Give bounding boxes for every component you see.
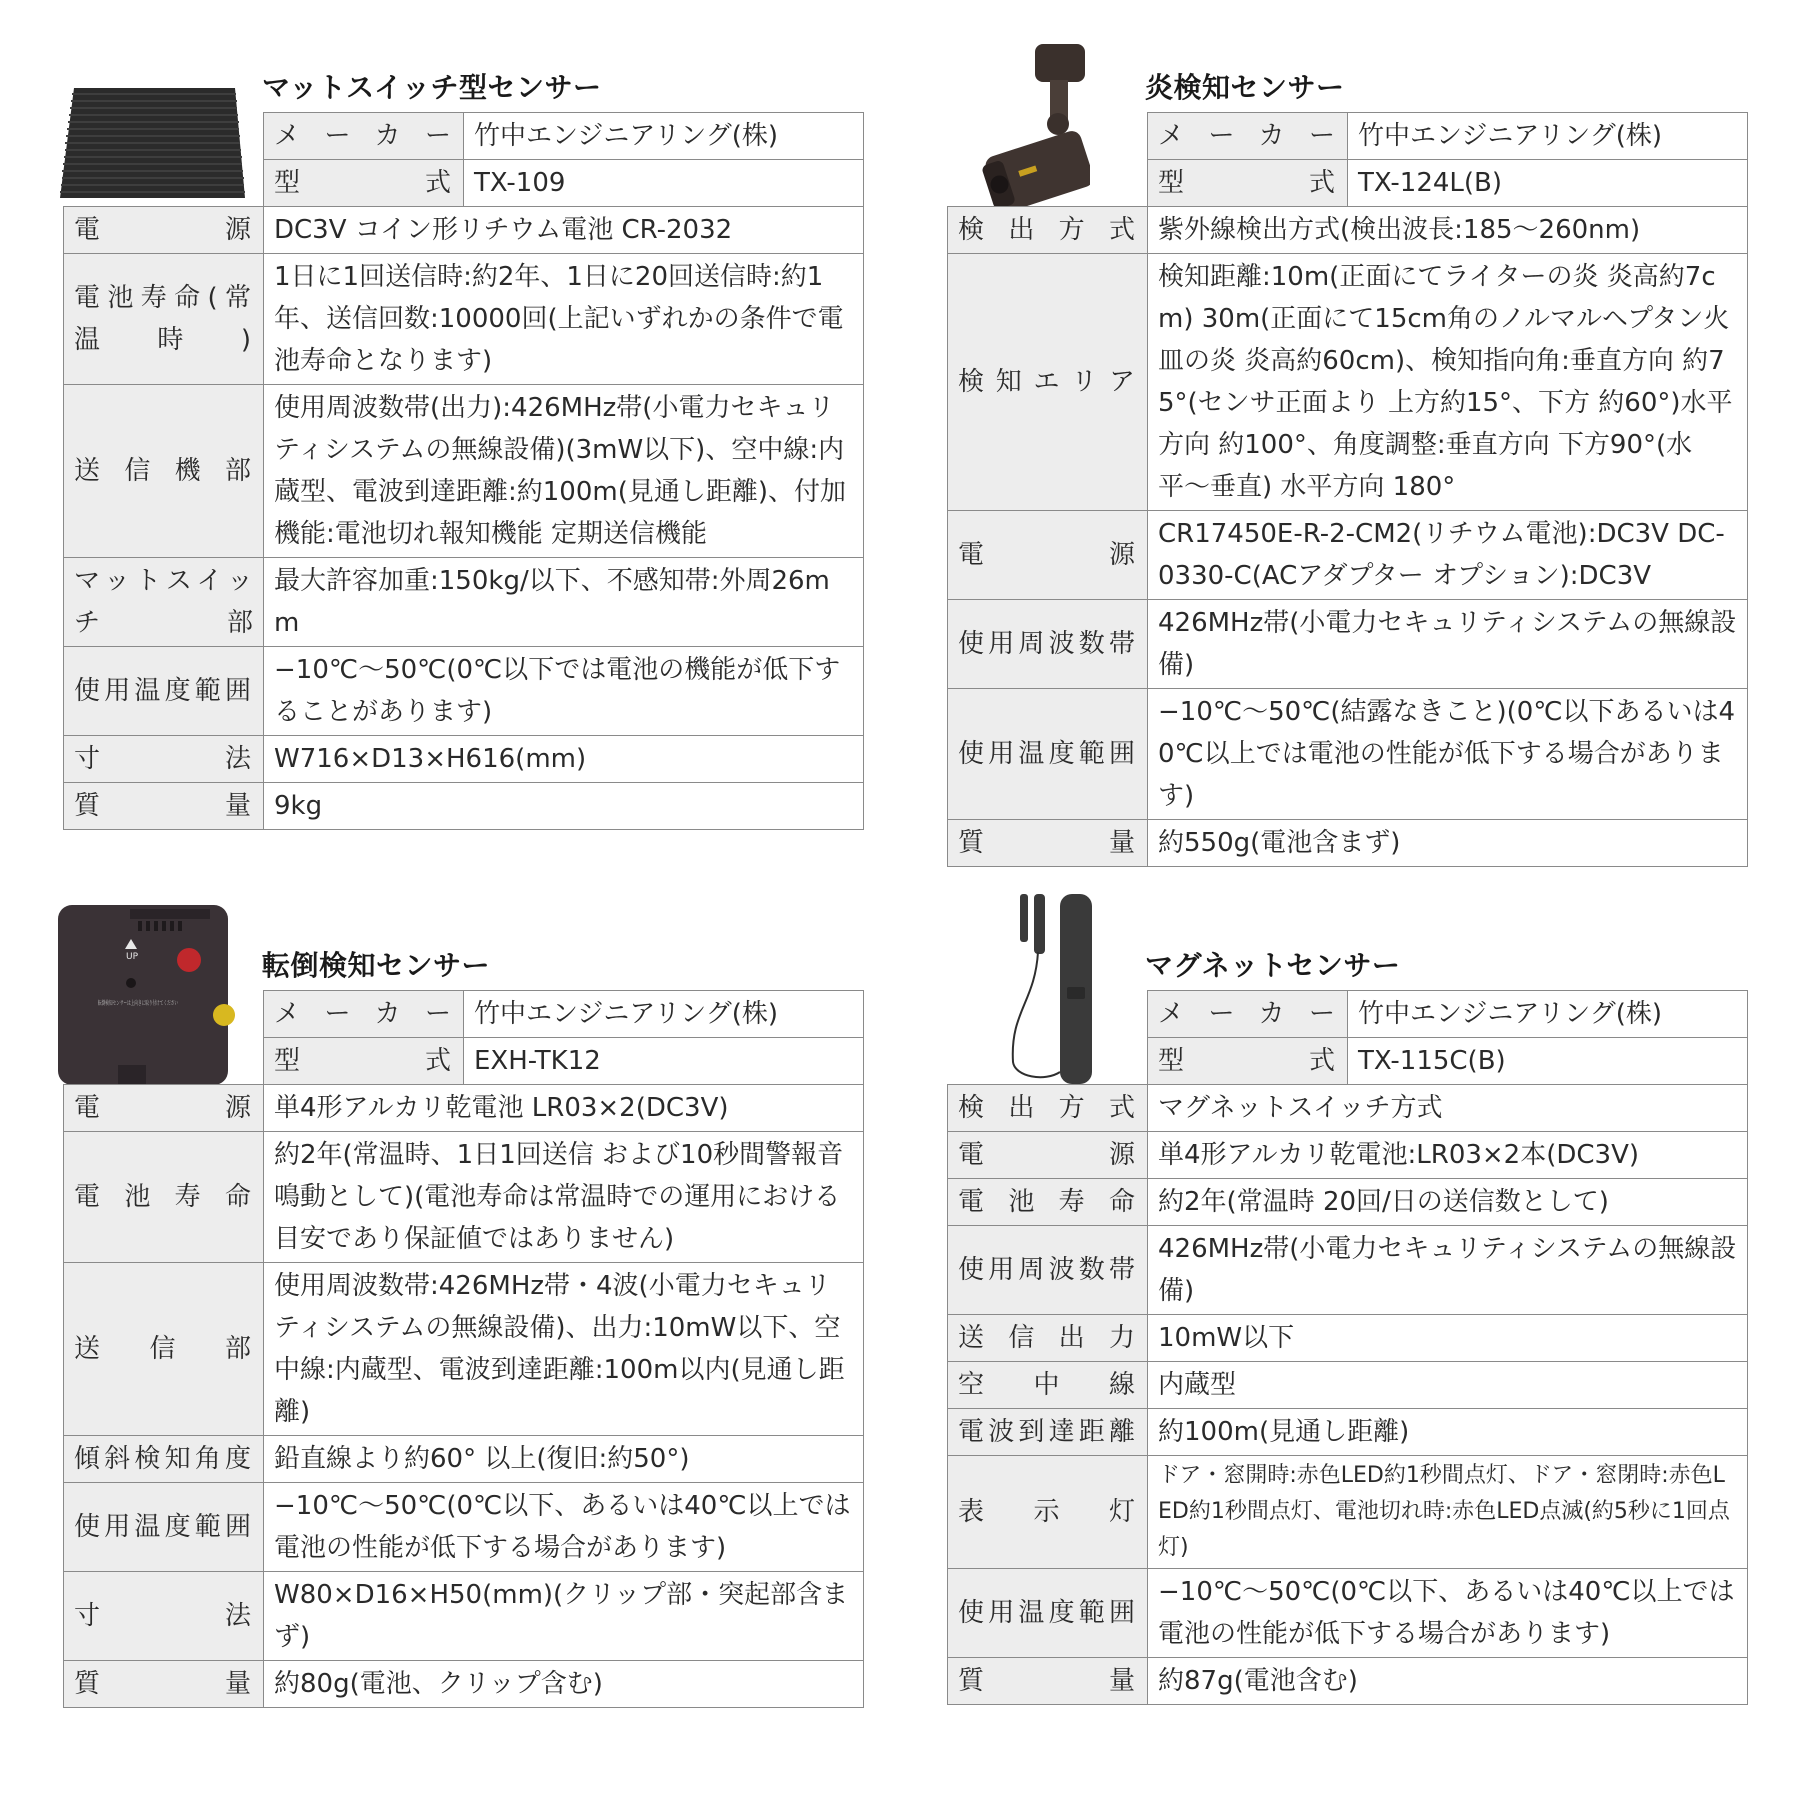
row-value: TX-109 <box>464 160 864 207</box>
table-row <box>948 689 1748 820</box>
row-label: 質量 <box>64 783 264 830</box>
row-value: TX-115C(B) <box>1348 1038 1748 1085</box>
row-value: 約2年(常温時 20回/日の送信数として) <box>1148 1179 1748 1226</box>
spec-table <box>947 112 1748 867</box>
row-label: メーカー <box>1148 113 1348 160</box>
row-value: 約2年(常温時、1日1回送信 および10秒間警報音鳴動として)(電池寿命は常温時での運用における目安であり保証値ではありません) <box>264 1132 864 1263</box>
row-value: CR17450E-R-2-CM2(リチウム電池):DC3V DC-0330-C(ACアダプター オプション):DC3V <box>1148 511 1748 600</box>
panel-title: マットスイッチ型センサー <box>262 71 602 104</box>
table-row <box>948 1085 1748 1132</box>
row-label: メーカー <box>264 991 464 1038</box>
row-label: 使用周波数帯 <box>948 1226 1148 1315</box>
table-row <box>948 1409 1748 1456</box>
row-value: 1日に1回送信時:約2年、1日に20回送信時:約1年、送信回数:10000回(上記いずれかの条件で電池寿命となります) <box>264 254 864 385</box>
table-row <box>64 207 864 254</box>
row-label: 型式 <box>264 1038 464 1085</box>
row-value: 内蔵型 <box>1148 1362 1748 1409</box>
panel-title: マグネットセンサー <box>1145 949 1401 982</box>
table-row <box>948 991 1748 1038</box>
row-label: マットスイッチ部 <box>64 558 264 647</box>
row-value: 約80g(電池、クリップ含む) <box>264 1661 864 1708</box>
table-row <box>64 385 864 558</box>
row-value: −10℃〜50℃(0℃以下、あるいは40℃以上では電池の性能が低下する場合があります) <box>264 1483 864 1572</box>
row-label: 表示灯 <box>948 1456 1148 1569</box>
row-label: 送信部 <box>64 1263 264 1436</box>
row-value: 約100m(見通し距離) <box>1148 1409 1748 1456</box>
device-up-label: UP <box>126 952 139 962</box>
table-row <box>64 113 864 160</box>
row-value: 竹中エンジニアリング(株) <box>1348 113 1748 160</box>
table-row <box>948 1038 1748 1085</box>
spec-table <box>63 112 864 830</box>
table-row <box>948 113 1748 160</box>
row-value: DC3V コイン形リチウム電池 CR-2032 <box>264 207 864 254</box>
table-row <box>948 160 1748 207</box>
row-label: 電源 <box>64 1085 264 1132</box>
row-value: 最大許容加重:150kg/以下、不感知帯:外周26mm <box>264 558 864 647</box>
row-value: 426MHz帯(小電力セキュリティシステムの無線設備) <box>1148 1226 1748 1315</box>
row-label: 質量 <box>948 1658 1148 1705</box>
row-value: 竹中エンジニアリング(株) <box>1348 991 1748 1038</box>
row-value: ドア・窓開時:赤色LED約1秒間点灯、ドア・窓閉時:赤色LED約1秒間点灯、電池切れ時:赤色LED点滅(約5秒に1回点灯) <box>1148 1456 1748 1569</box>
row-label: 送信機部 <box>64 385 264 558</box>
table-row <box>948 1179 1748 1226</box>
row-label: 型式 <box>264 160 464 207</box>
row-value: 10mW以下 <box>1148 1315 1748 1362</box>
row-value: EXH-TK12 <box>464 1038 864 1085</box>
device-note-label: 転倒検知センサーは上向きに取り付けてください <box>98 1000 231 1007</box>
row-label: 検出方式 <box>948 1085 1148 1132</box>
row-value: TX-124L(B) <box>1348 160 1748 207</box>
row-value: 竹中エンジニアリング(株) <box>464 991 864 1038</box>
row-label: 電源 <box>948 1132 1148 1179</box>
row-label: 寸法 <box>64 736 264 783</box>
row-label: 使用温度範囲 <box>64 1483 264 1572</box>
table-row <box>64 1661 864 1708</box>
row-value: 使用周波数帯:426MHz帯・4波(小電力セキュリティシステムの無線設備)、出力:10mW以下、空中線:内蔵型、電波到達距離:100m以内(見通し距離) <box>264 1263 864 1436</box>
table-row <box>948 1226 1748 1315</box>
row-value: −10℃〜50℃(0℃以下、あるいは40℃以上では電池の性能が低下する場合があります) <box>1148 1569 1748 1658</box>
row-label: メーカー <box>264 113 464 160</box>
row-value: 紫外線検出方式(検出波長:185〜260nm) <box>1148 207 1748 254</box>
row-label: 型式 <box>1148 160 1348 207</box>
table-row <box>64 783 864 830</box>
row-label: 空中線 <box>948 1362 1148 1409</box>
row-value: 単4形アルカリ乾電池 LR03×2(DC3V) <box>264 1085 864 1132</box>
table-row <box>948 511 1748 600</box>
row-value: −10℃〜50℃(結露なきこと)(0℃以下あるいは40℃以上では電池の性能が低下する場合があります) <box>1148 689 1748 820</box>
table-row <box>948 1569 1748 1658</box>
table-row <box>64 1483 864 1572</box>
table-row <box>948 1362 1748 1409</box>
table-row <box>64 254 864 385</box>
row-label: 検出方式 <box>948 207 1148 254</box>
row-value: マグネットスイッチ方式 <box>1148 1085 1748 1132</box>
row-value: 約87g(電池含む) <box>1148 1658 1748 1705</box>
table-row <box>948 600 1748 689</box>
row-label: 質量 <box>64 1661 264 1708</box>
table-row <box>64 558 864 647</box>
table-row <box>948 207 1748 254</box>
table-row <box>64 1132 864 1263</box>
table-row <box>64 736 864 783</box>
spec-table <box>63 990 864 1708</box>
table-row <box>64 991 864 1038</box>
row-label: 質量 <box>948 820 1148 867</box>
table-row <box>64 1572 864 1661</box>
row-value: 竹中エンジニアリング(株) <box>464 113 864 160</box>
table-row <box>948 1456 1748 1569</box>
row-label: 使用温度範囲 <box>948 689 1148 820</box>
row-value: −10℃〜50℃(0℃以下では電池の機能が低下することがあります) <box>264 647 864 736</box>
row-label: 電池寿命 <box>948 1179 1148 1226</box>
row-label: 検知エリア <box>948 254 1148 511</box>
row-value: 単4形アルカリ乾電池:LR03×2本(DC3V) <box>1148 1132 1748 1179</box>
row-value: 使用周波数帯(出力):426MHz帯(小電力セキュリティシステムの無線設備)(3mW以下)、空中線:内蔵型、電波到達距離:約100m(見通し距離)、付加機能:電池切れ報知機能 定期送信機能 <box>264 385 864 558</box>
table-row <box>64 1263 864 1436</box>
panel-title: 転倒検知センサー <box>262 949 491 982</box>
row-label: 使用周波数帯 <box>948 600 1148 689</box>
row-label: 電源 <box>64 207 264 254</box>
panel-title: 炎検知センサー <box>1145 71 1345 104</box>
row-value: W80×D16×H50(mm)(クリップ部・突起部含まず) <box>264 1572 864 1661</box>
table-row <box>948 254 1748 511</box>
row-value: 9kg <box>264 783 864 830</box>
row-label: 電池寿命(常温時) <box>64 254 264 385</box>
row-label: 電波到達距離 <box>948 1409 1148 1456</box>
table-row <box>64 1038 864 1085</box>
row-label: メーカー <box>1148 991 1348 1038</box>
table-row <box>64 160 864 207</box>
row-value: 426MHz帯(小電力セキュリティシステムの無線設備) <box>1148 600 1748 689</box>
table-row <box>948 1132 1748 1179</box>
table-row <box>948 1315 1748 1362</box>
row-label: 送信出力 <box>948 1315 1148 1362</box>
table-row <box>64 1436 864 1483</box>
table-row <box>948 1658 1748 1705</box>
row-label: 使用温度範囲 <box>64 647 264 736</box>
row-value: 鉛直線より約60° 以上(復旧:約50°) <box>264 1436 864 1483</box>
row-value: 約550g(電池含まず) <box>1148 820 1748 867</box>
row-label: 電源 <box>948 511 1148 600</box>
row-label: 使用温度範囲 <box>948 1569 1148 1658</box>
table-row <box>64 647 864 736</box>
row-value: W716×D13×H616(mm) <box>264 736 864 783</box>
row-value: 検知距離:10m(正面にてライターの炎 炎高約7cm) 30m(正面にて15cm角のノルマルヘプタン火皿の炎 炎高約60cm)、検知指向角:垂直方向 約75°(センサ正面より 上方約15°、下方 約60°)水平方向 約100°、角度調整:垂直方向 下方90°(水平〜垂直) 水平方向 180° <box>1148 254 1748 511</box>
table-row <box>64 1085 864 1132</box>
row-label: 型式 <box>1148 1038 1348 1085</box>
row-label: 傾斜検知角度 <box>64 1436 264 1483</box>
table-row <box>948 820 1748 867</box>
row-label: 電池寿命 <box>64 1132 264 1263</box>
row-label: 寸法 <box>64 1572 264 1661</box>
spec-table <box>947 990 1748 1705</box>
